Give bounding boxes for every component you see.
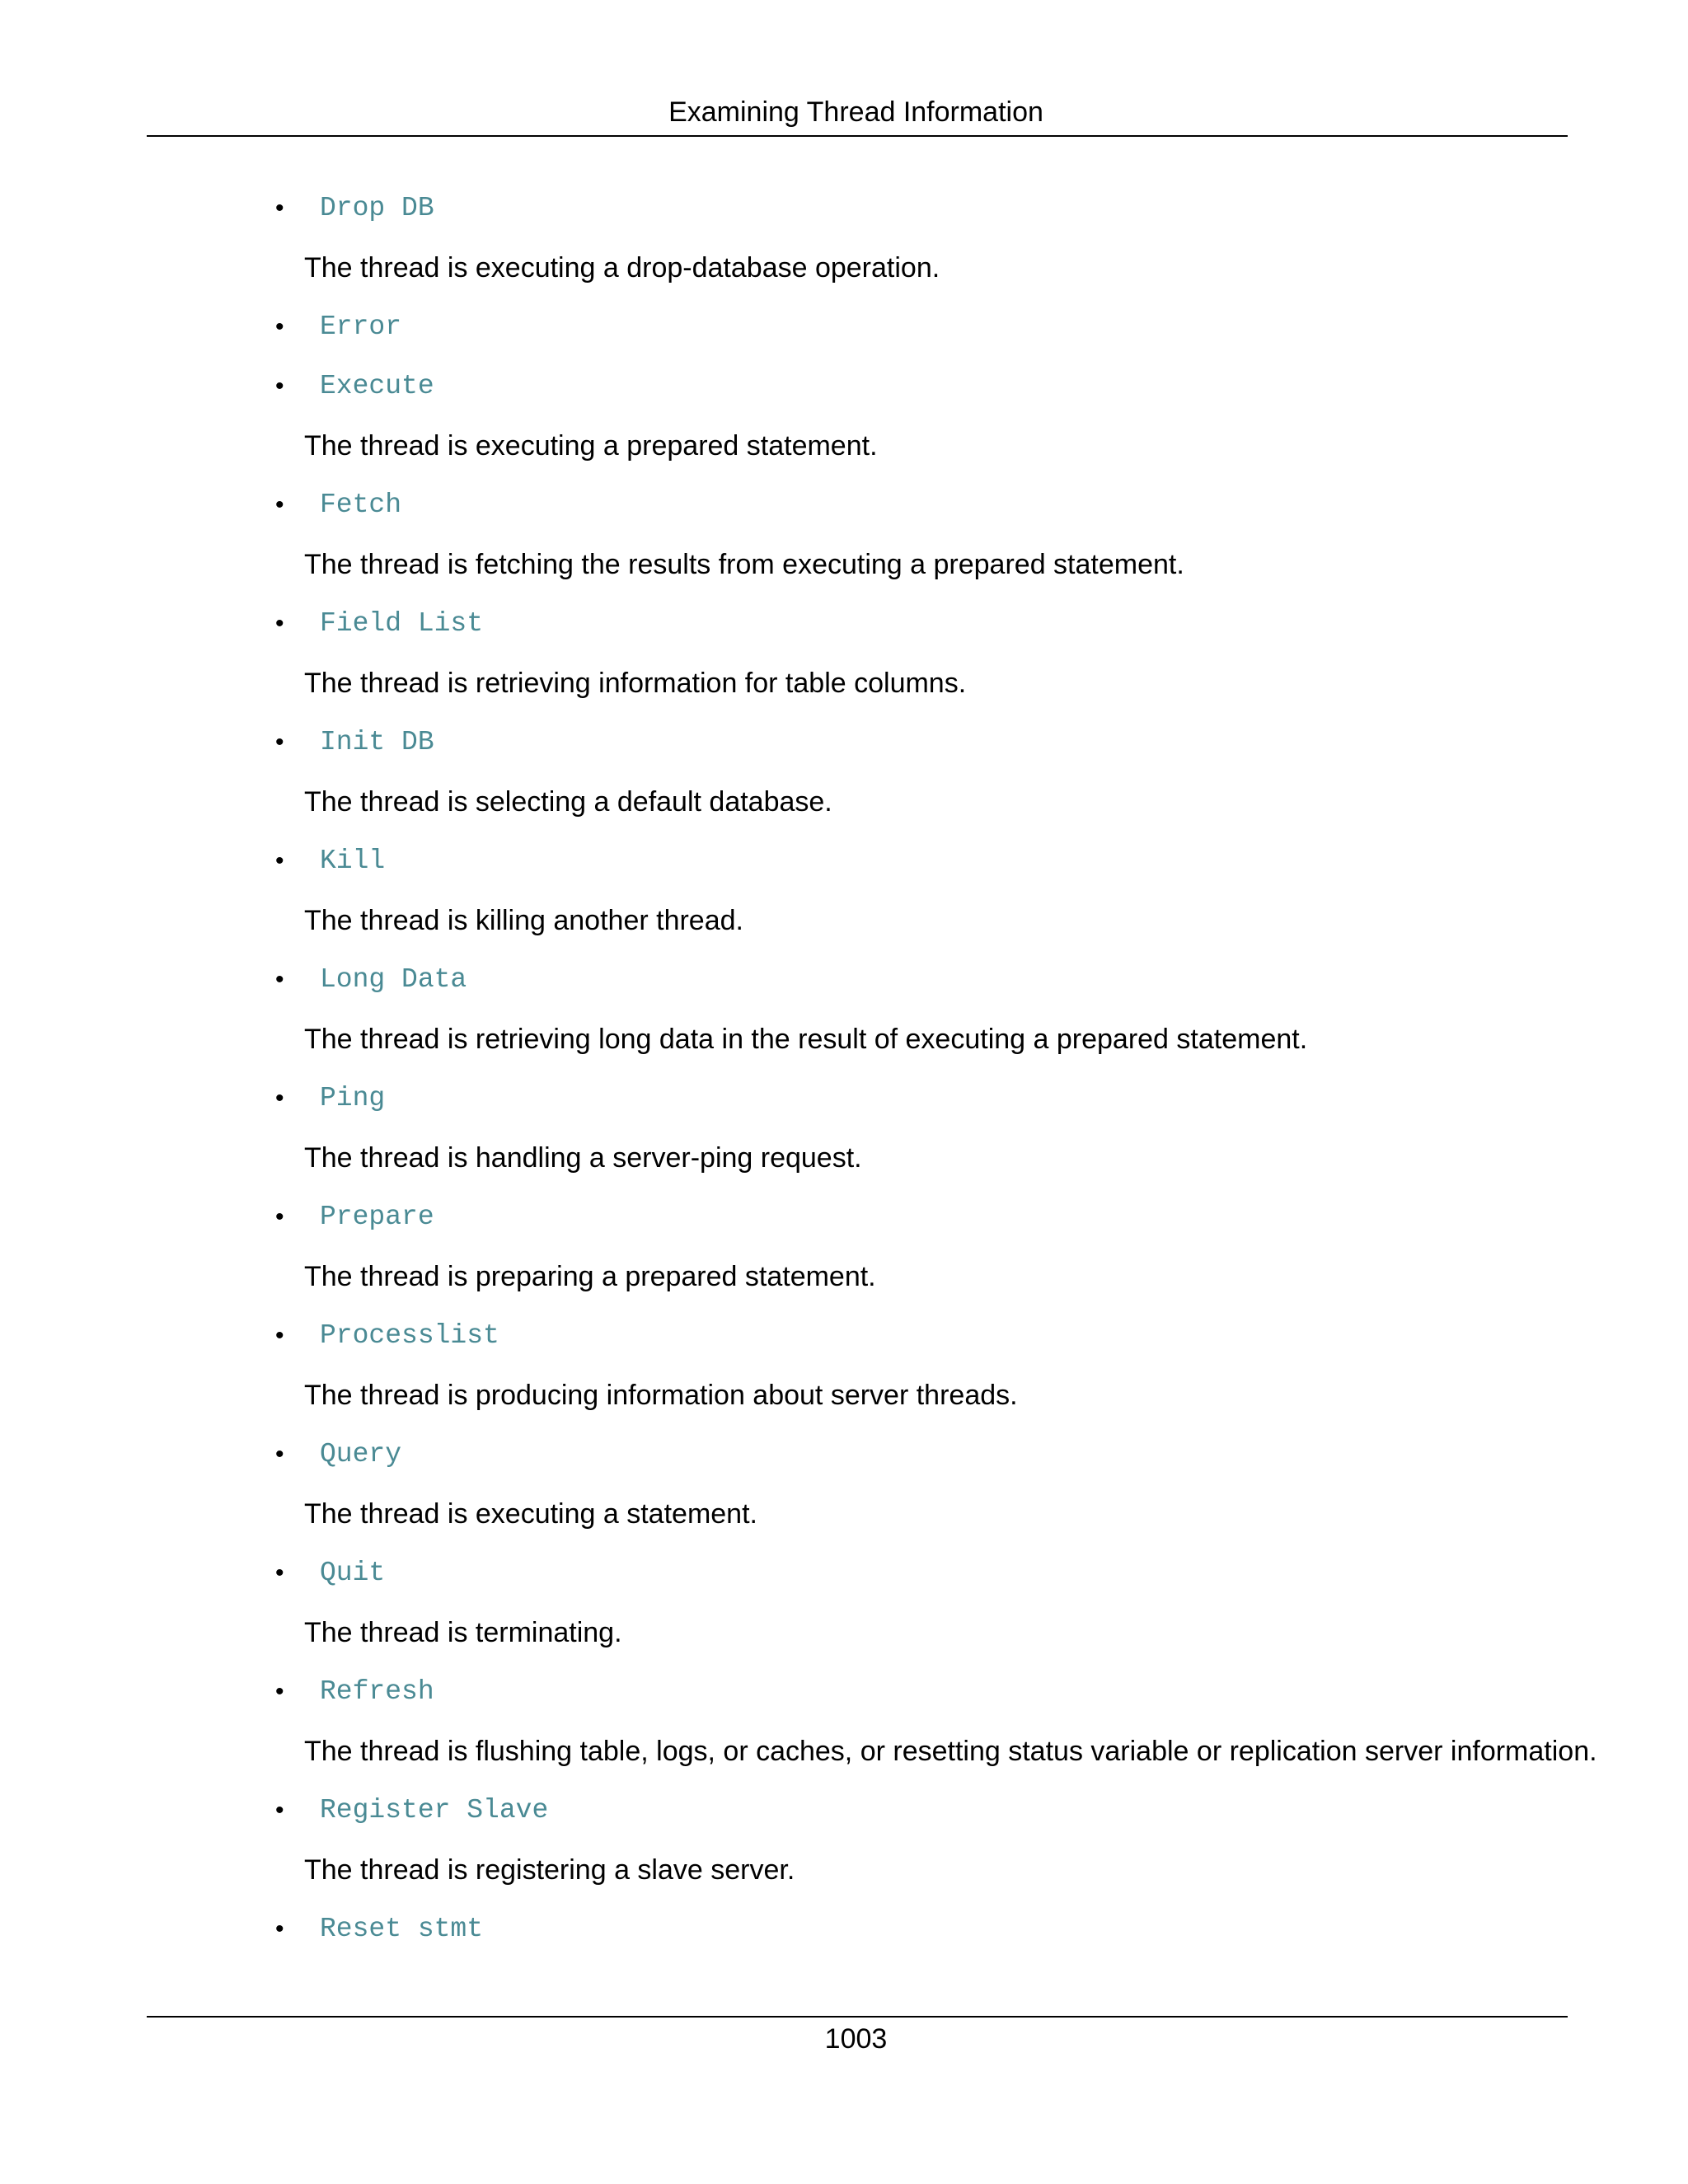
list-item	[0, 307, 1688, 367]
command-term: Quit	[320, 1558, 386, 1588]
command-term: Error	[320, 312, 402, 342]
thread-command-list	[0, 189, 1688, 1949]
list-item	[0, 1910, 1688, 1949]
command-description: The thread is executing a statement.	[304, 1498, 757, 1530]
command-term: Refresh	[320, 1676, 434, 1707]
command-description: The thread is flushing table, logs, or caches, or resetting status variable or replication server information.	[304, 1736, 1597, 1767]
command-description: The thread is selecting a default database.	[304, 786, 832, 818]
bullet-icon: •	[275, 1322, 284, 1349]
command-term: Execute	[320, 371, 434, 401]
command-term: Register Slave	[320, 1795, 549, 1825]
bullet-icon: •	[275, 194, 284, 222]
bullet-icon: •	[275, 729, 284, 756]
bullet-icon: •	[275, 313, 284, 340]
command-description: The thread is preparing a prepared statement.	[304, 1261, 876, 1292]
command-description: The thread is registering a slave server.	[304, 1854, 795, 1886]
command-term: Long Data	[320, 964, 467, 995]
command-description: The thread is executing a prepared statement.	[304, 430, 878, 462]
list-item	[0, 1316, 1688, 1435]
list-item	[0, 1554, 1688, 1672]
command-term: Prepare	[320, 1202, 434, 1232]
command-term: Query	[320, 1439, 402, 1469]
list-item	[0, 1791, 1688, 1910]
page-number: 1003	[824, 2023, 888, 2055]
command-description: The thread is handling a server-ping request.	[304, 1142, 862, 1174]
bullet-icon: •	[275, 1678, 284, 1705]
command-description: The thread is retrieving long data in the result of executing a prepared statement.	[304, 1024, 1308, 1055]
command-description: The thread is fetching the results from executing a prepared statement.	[304, 549, 1184, 580]
list-item	[0, 485, 1688, 604]
command-description: The thread is terminating.	[304, 1617, 622, 1648]
list-item	[0, 1079, 1688, 1197]
command-term: Ping	[320, 1083, 386, 1113]
bullet-icon: •	[275, 966, 284, 993]
list-item	[0, 723, 1688, 841]
command-description: The thread is retrieving information for table columns.	[304, 668, 967, 699]
bullet-icon: •	[275, 610, 284, 637]
header-rule	[147, 135, 1568, 137]
list-item	[0, 960, 1688, 1079]
list-item	[0, 604, 1688, 723]
list-item	[0, 1435, 1688, 1554]
list-item	[0, 841, 1688, 960]
command-term: Field List	[320, 608, 484, 639]
footer-rule	[147, 2016, 1568, 2018]
bullet-icon: •	[275, 1085, 284, 1112]
list-item	[0, 367, 1688, 485]
command-term: Drop DB	[320, 193, 434, 223]
list-item	[0, 1672, 1688, 1791]
command-term: Reset stmt	[320, 1914, 484, 1944]
command-description: The thread is executing a drop-database operation.	[304, 252, 940, 284]
command-description: The thread is producing information about server threads.	[304, 1380, 1018, 1411]
command-term: Processlist	[320, 1320, 499, 1351]
bullet-icon: •	[275, 1915, 284, 1943]
command-term: Fetch	[320, 490, 402, 520]
bullet-icon: •	[275, 1559, 284, 1586]
command-term: Init DB	[320, 727, 434, 757]
command-description: The thread is killing another thread.	[304, 905, 743, 936]
bullet-icon: •	[275, 1441, 284, 1468]
command-term: Kill	[320, 846, 386, 876]
bullet-icon: •	[275, 373, 284, 400]
bullet-icon: •	[275, 491, 284, 518]
page-header-title: Examining Thread Information	[668, 96, 1043, 128]
bullet-icon: •	[275, 1797, 284, 1824]
bullet-icon: •	[275, 1203, 284, 1230]
list-item	[0, 189, 1688, 307]
list-item	[0, 1197, 1688, 1316]
bullet-icon: •	[275, 847, 284, 874]
